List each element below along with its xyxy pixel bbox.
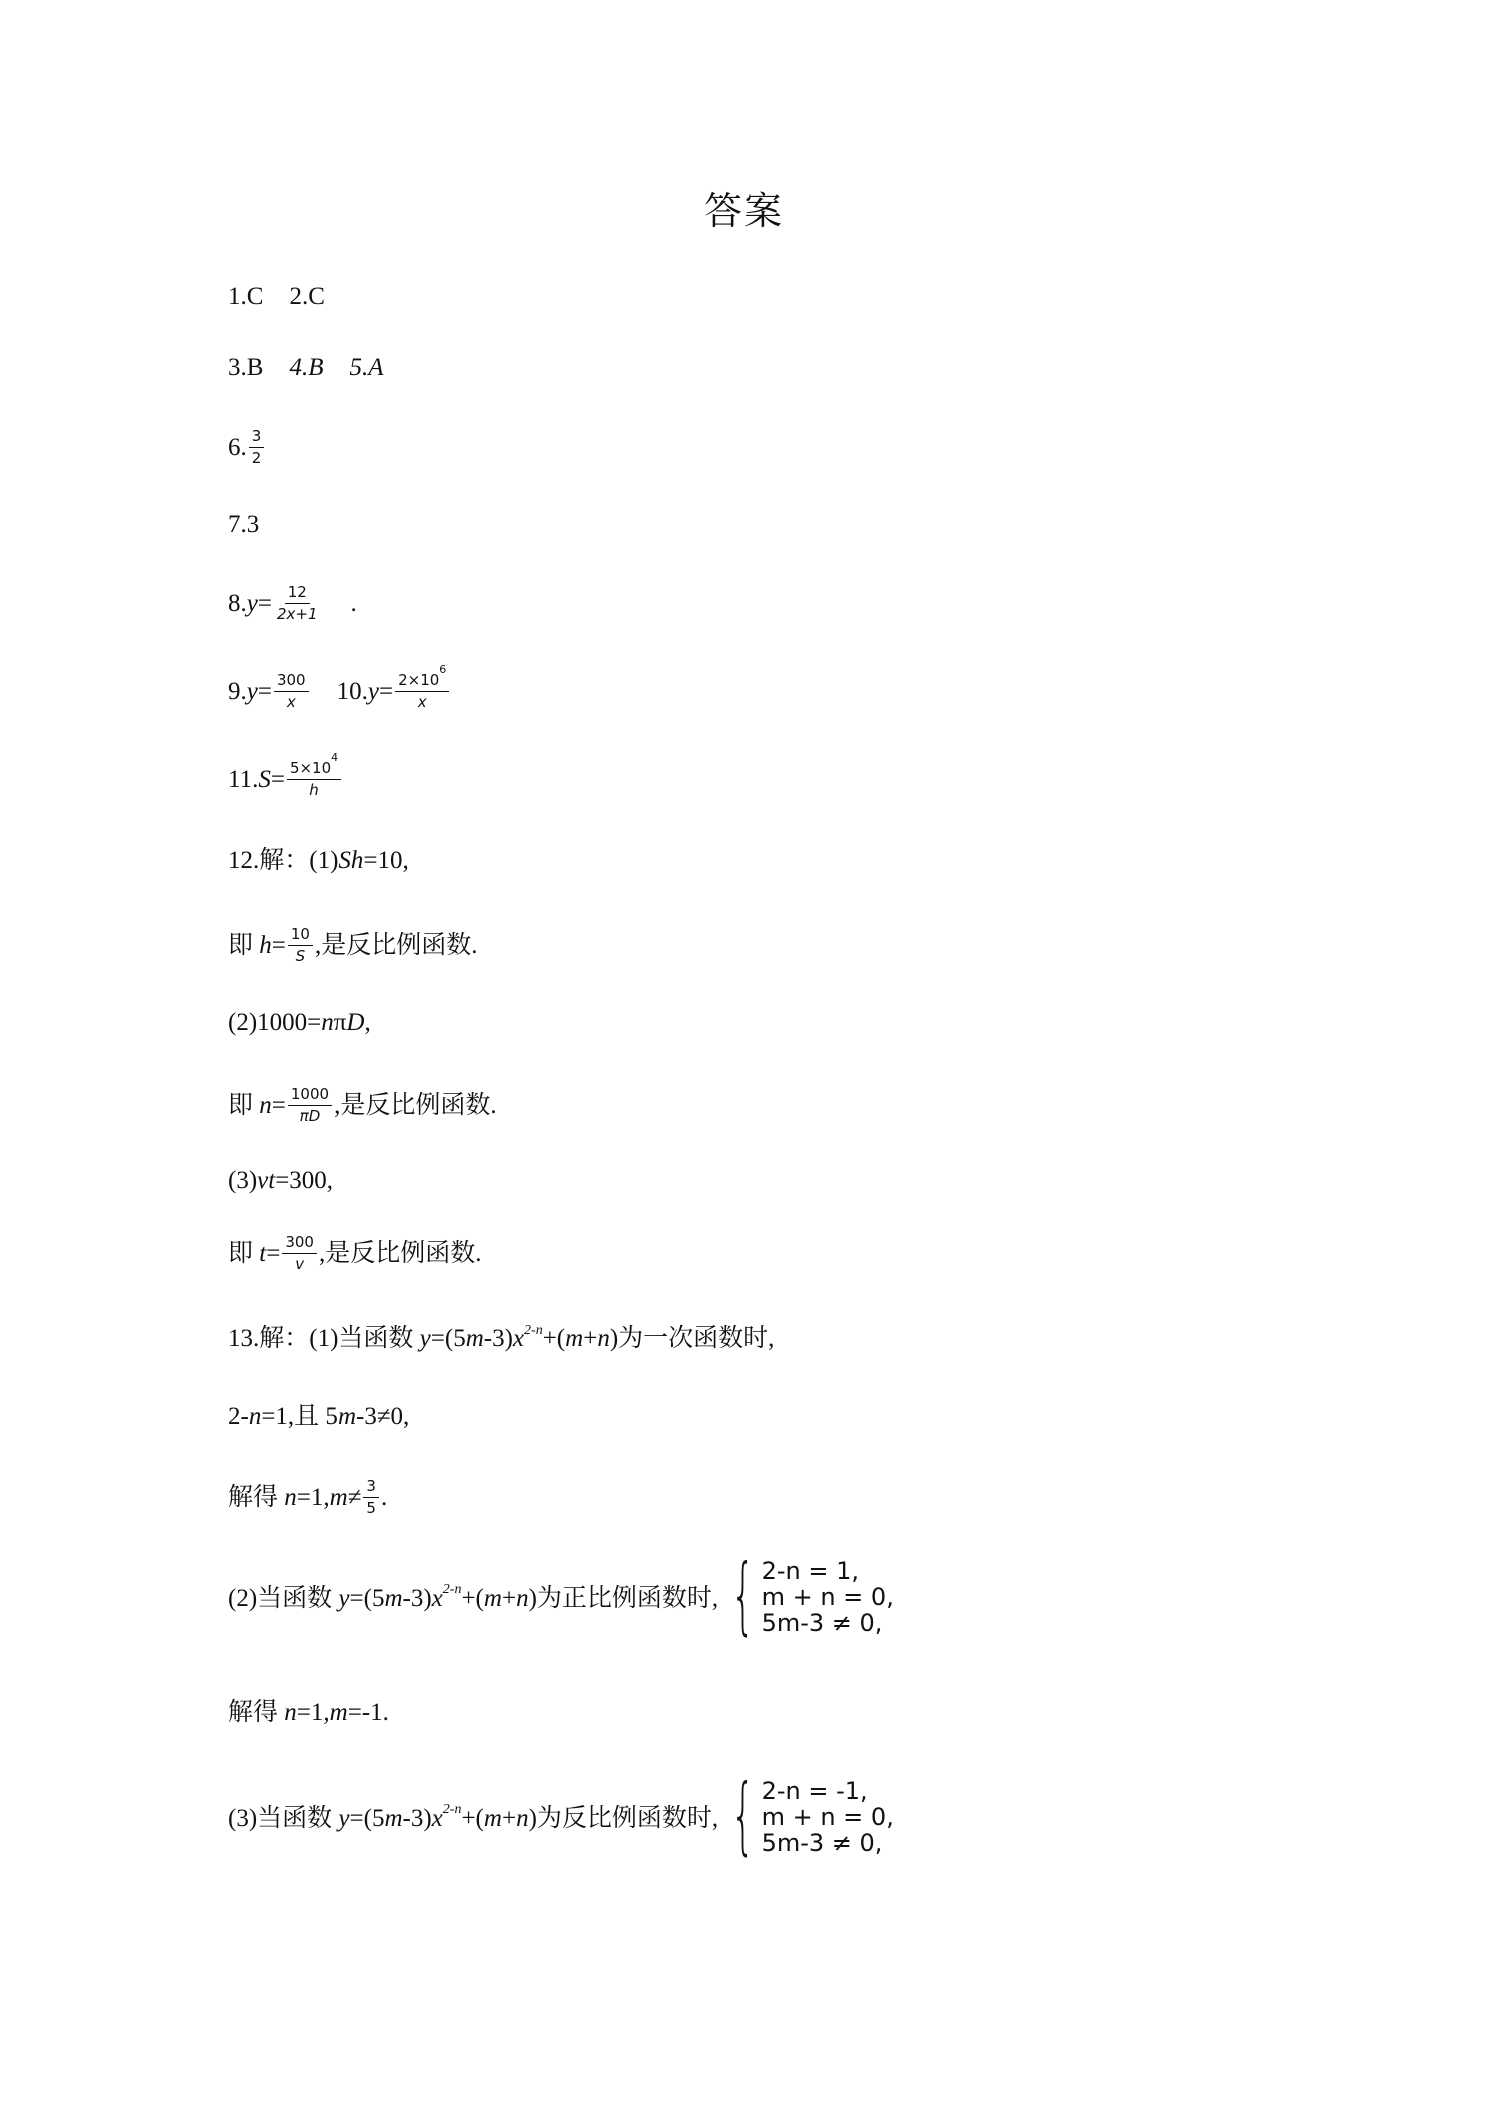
answer-9-label: 9. bbox=[228, 677, 247, 705]
answer-4: 4.B bbox=[289, 354, 324, 381]
denominator: 2x+1 bbox=[276, 604, 318, 623]
denominator: v bbox=[295, 1254, 305, 1273]
variable: n bbox=[248, 1403, 262, 1430]
variable: h bbox=[259, 931, 272, 959]
answer-13-line-4: (2)当函数 y =(5 m -3) x $^{2-n}$ +( m + n )为正比例函数时, { 2-n = 1, m + n = 0, 5m-3 ≠ 0, bbox=[228, 1546, 894, 1644]
answer-line-1-2 bbox=[228, 284, 325, 309]
equals: = bbox=[378, 677, 394, 705]
denominator: h bbox=[309, 780, 319, 799]
text: ,是反比例函数. bbox=[314, 931, 478, 959]
equation-rows bbox=[762, 1559, 894, 1637]
exponent: 4 bbox=[331, 751, 339, 764]
variable: D bbox=[346, 1009, 365, 1036]
text: -3≠0, bbox=[356, 1403, 410, 1430]
variable: m bbox=[384, 1804, 403, 1832]
numerator-base: 5×10 bbox=[289, 759, 332, 777]
numerator: 12 bbox=[285, 584, 310, 604]
period: . bbox=[350, 589, 357, 617]
text: )为正比例函数时, bbox=[528, 1584, 719, 1612]
variable: n bbox=[516, 1804, 529, 1832]
text: 解得 bbox=[228, 1483, 285, 1511]
variable: S bbox=[258, 765, 271, 793]
text: ,是反比例函数. bbox=[334, 1091, 497, 1119]
numerator: 300 bbox=[282, 1234, 317, 1254]
equals: = bbox=[257, 589, 272, 617]
variable: n bbox=[259, 1091, 272, 1119]
equals: = bbox=[266, 1239, 281, 1267]
equation-system bbox=[722, 1546, 894, 1644]
equation-row: m + n = 0, bbox=[761, 1803, 894, 1832]
text: ,是反比例函数. bbox=[318, 1239, 482, 1267]
text: (2)当函数 bbox=[228, 1584, 339, 1612]
text: +( bbox=[461, 1584, 484, 1612]
equals: = bbox=[271, 1091, 286, 1119]
equation-row: 5m-3 ≠ 0, bbox=[761, 1608, 883, 1637]
text: =-1. bbox=[347, 1699, 389, 1726]
text: +( bbox=[461, 1804, 484, 1832]
left-brace: { bbox=[730, 1766, 755, 1864]
label: (3) bbox=[228, 1167, 258, 1194]
variable: n bbox=[321, 1009, 334, 1036]
equation-row: m + n = 0, bbox=[761, 1583, 894, 1612]
text: -3) bbox=[483, 1325, 513, 1352]
text: . bbox=[380, 1483, 388, 1511]
text: =(5 bbox=[349, 1804, 385, 1832]
variable: x bbox=[431, 1584, 443, 1612]
equation-rows bbox=[762, 1779, 894, 1857]
numerator bbox=[287, 751, 341, 780]
fraction bbox=[282, 1234, 317, 1272]
variable: m bbox=[329, 1483, 348, 1511]
variable: x bbox=[431, 1804, 443, 1832]
variable: m bbox=[483, 1804, 502, 1832]
numerator bbox=[395, 663, 449, 692]
equation-row: 5m-3 ≠ 0, bbox=[761, 1828, 883, 1857]
answer-12-line-1 bbox=[228, 848, 409, 873]
answer-7-text: 7.3 bbox=[228, 511, 260, 538]
answer-6 bbox=[228, 428, 266, 466]
variable: t bbox=[259, 1239, 267, 1267]
answer-8-label: 8. bbox=[228, 589, 247, 617]
text: =300, bbox=[275, 1167, 334, 1194]
fraction bbox=[363, 1478, 379, 1516]
denominator: πD bbox=[299, 1106, 321, 1125]
numerator: 3 bbox=[249, 428, 265, 448]
text: =1, bbox=[296, 1483, 330, 1511]
answer-11-label: 11. bbox=[228, 765, 259, 793]
pi: π bbox=[333, 1009, 347, 1036]
variable: m bbox=[565, 1325, 584, 1352]
text: 解得 bbox=[228, 1699, 285, 1726]
label: (2)1000= bbox=[228, 1009, 322, 1036]
variable: y bbox=[367, 677, 379, 705]
answer-13-line-2 bbox=[228, 1404, 409, 1429]
fraction bbox=[274, 672, 309, 710]
equals: = bbox=[270, 765, 285, 793]
equals: = bbox=[271, 931, 286, 959]
text: =1,且 5 bbox=[261, 1403, 338, 1430]
numerator: 300 bbox=[274, 672, 309, 692]
text: + bbox=[501, 1804, 517, 1832]
fraction bbox=[249, 428, 265, 466]
variable: n bbox=[516, 1584, 529, 1612]
fraction bbox=[288, 1086, 332, 1124]
label: 12.解：(1) bbox=[228, 847, 339, 874]
variable: vt bbox=[257, 1167, 276, 1194]
answer-6-label: 6. bbox=[228, 433, 247, 461]
answer-11 bbox=[228, 751, 343, 799]
answer-5: 5.A bbox=[349, 354, 384, 381]
answer-12-line-3 bbox=[228, 1010, 371, 1035]
numerator-base: 2×10 bbox=[398, 671, 440, 689]
variable: n bbox=[597, 1325, 610, 1352]
text: -3) bbox=[402, 1804, 432, 1832]
variable: m bbox=[384, 1584, 403, 1612]
text: 即 bbox=[228, 1239, 260, 1267]
text: ≠ bbox=[347, 1483, 362, 1511]
denominator: x bbox=[417, 692, 427, 711]
text: =(5 bbox=[430, 1325, 466, 1352]
variable: n bbox=[284, 1483, 297, 1511]
equation-row: 2-n = 1, bbox=[761, 1557, 859, 1586]
answer-line-3-5 bbox=[228, 355, 384, 380]
equals: = bbox=[257, 677, 272, 705]
text: 2- bbox=[228, 1403, 249, 1430]
answer-12-line-6 bbox=[228, 1234, 481, 1272]
exponent: 6 bbox=[439, 663, 447, 676]
variable: y bbox=[338, 1804, 350, 1832]
text: + bbox=[501, 1584, 517, 1612]
equation-row: 2-n = -1, bbox=[761, 1777, 868, 1806]
variable: m bbox=[465, 1325, 484, 1352]
numerator: 1000 bbox=[288, 1086, 332, 1106]
fraction bbox=[288, 926, 313, 964]
page-title: 答案 bbox=[703, 189, 784, 233]
answer-13-line-1: 13.解：(1)当函数 y =(5 m -3) x $^{2-n}$ +( m + n )为一次函数时, bbox=[228, 1322, 775, 1352]
answer-13-line-6: (3)当函数 y =(5 m -3) x $^{2-n}$ +( m + n )为反比例函数时, { 2-n = -1, m + n = 0, 5m-3 ≠ 0, bbox=[228, 1766, 894, 1864]
variable: m bbox=[483, 1584, 502, 1612]
variable: y bbox=[338, 1584, 350, 1612]
variable: x bbox=[512, 1325, 525, 1352]
fraction bbox=[274, 584, 321, 622]
variable: n bbox=[284, 1699, 297, 1726]
answer-1: 1.C bbox=[228, 283, 264, 310]
denominator: 5 bbox=[366, 1498, 376, 1517]
text: 即 bbox=[228, 1091, 260, 1119]
equation-system bbox=[722, 1766, 894, 1864]
text: -3) bbox=[402, 1584, 432, 1612]
answer-2: 2.C bbox=[289, 283, 325, 310]
text: =(5 bbox=[349, 1584, 385, 1612]
answer-12-line-5 bbox=[228, 1168, 333, 1193]
denominator: S bbox=[295, 946, 306, 965]
denominator: x bbox=[286, 692, 296, 711]
answer-13-line-5 bbox=[228, 1700, 389, 1725]
answer-3: 3.B bbox=[228, 354, 264, 381]
variable: m bbox=[329, 1699, 348, 1726]
variable: Sh bbox=[338, 847, 364, 874]
text: )为一次函数时, bbox=[609, 1325, 775, 1352]
text: +( bbox=[542, 1325, 566, 1352]
answer-12-line-4 bbox=[228, 1086, 497, 1124]
answer-line-9-10 bbox=[228, 663, 451, 711]
numerator: 3 bbox=[363, 1478, 379, 1498]
denominator: 2 bbox=[251, 448, 262, 467]
answer-7 bbox=[228, 512, 259, 537]
variable: y bbox=[246, 589, 258, 617]
text: 即 bbox=[228, 931, 260, 959]
text: =10, bbox=[363, 847, 409, 874]
answer-13-line-3 bbox=[228, 1478, 387, 1516]
left-brace: { bbox=[730, 1546, 755, 1644]
text: + bbox=[583, 1325, 598, 1352]
fraction bbox=[395, 663, 449, 711]
variable: y bbox=[419, 1325, 431, 1352]
variable: y bbox=[246, 677, 258, 705]
fraction bbox=[287, 751, 341, 799]
variable: m bbox=[337, 1403, 356, 1430]
answer-8 bbox=[228, 584, 357, 622]
text: , bbox=[364, 1009, 371, 1036]
answer-12-line-2 bbox=[228, 926, 477, 964]
text: )为反比例函数时, bbox=[528, 1804, 719, 1832]
answer-10-label: 10. bbox=[336, 677, 368, 705]
text: =1, bbox=[296, 1699, 330, 1726]
text: 13.解：(1)当函数 bbox=[228, 1325, 420, 1352]
text: (3)当函数 bbox=[228, 1804, 339, 1832]
numerator: 10 bbox=[288, 926, 313, 946]
